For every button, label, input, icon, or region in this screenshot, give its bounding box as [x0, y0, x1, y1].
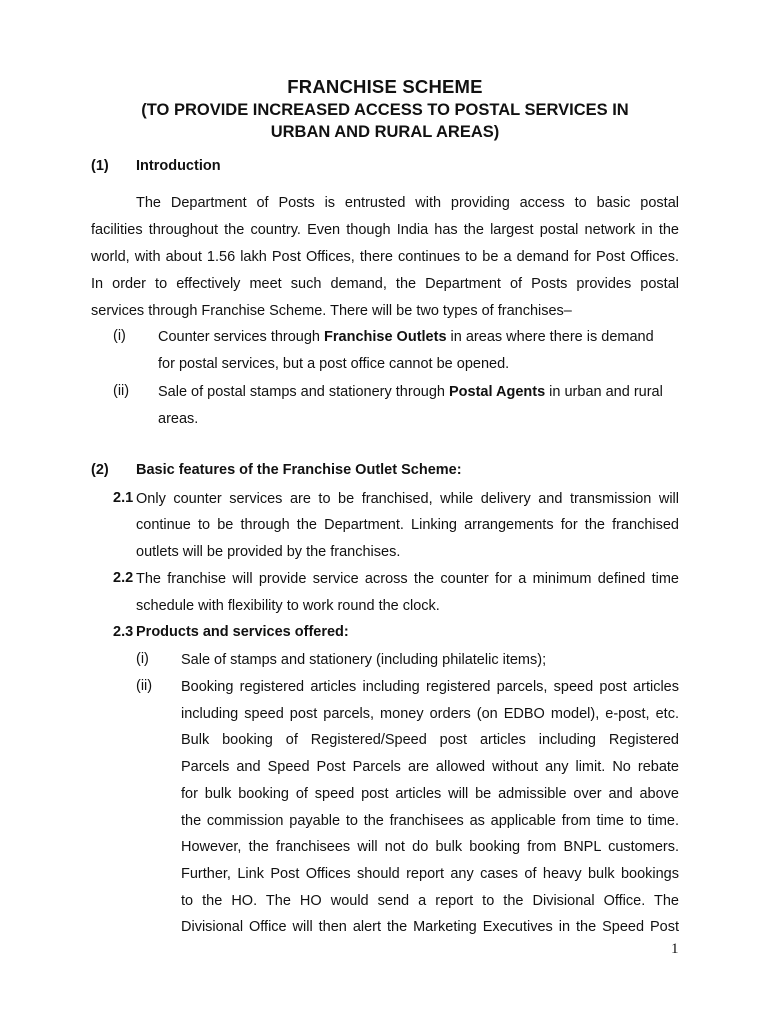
list-item-text-line: However, the franchisees will not do bulk booking from BNPL customers.: [181, 839, 679, 855]
bold-term: Franchise Outlets: [324, 329, 447, 345]
section-2-heading: Basic features of the Franchise Outlet Scheme:: [136, 462, 462, 478]
list-item-text-line: Divisional Office will then alert the Marketing Executives in the Speed Post: [181, 919, 679, 935]
list-item-postal-agents: [158, 383, 663, 401]
text-span: in urban and rural: [545, 384, 663, 400]
list-item-text-line: Booking registered articles including registered parcels, speed post articles: [181, 679, 679, 695]
subsection-text-line: continue to be through the Department. Linking arrangements for the franchised: [136, 517, 679, 533]
list-item-franchise-outlets: [158, 328, 654, 346]
intro-paragraph-line: facilities throughout the country. Even though India has the largest postal network in the: [91, 222, 679, 238]
subsection-number: 2.3: [113, 624, 134, 640]
document-title: FRANCHISE SCHEME: [287, 76, 483, 97]
list-item-text-line: including speed post parcels, money orders (on EDBO model), e-post, etc.: [181, 706, 679, 722]
list-marker: (ii): [136, 678, 153, 694]
page-number: 1: [671, 941, 679, 957]
document-subtitle: [120, 99, 650, 143]
bold-term: Postal Agents: [448, 384, 546, 400]
text-span: Sale of postal stamps and stationery through: [158, 384, 449, 400]
intro-paragraph-line: world, with about 1.56 lakh Post Offices, there continues to be a demand for Post Offices.: [91, 249, 679, 265]
list-item-text-line: Further, Link Post Offices should report any cases of heavy bulk bookings: [181, 866, 679, 882]
list-item-text-line: the commission payable to the franchisees as applicable from time to time.: [181, 813, 679, 829]
list-marker: (ii): [113, 383, 130, 399]
list-item-text-line: for bulk booking of speed post articles will be admissible over and above: [181, 786, 679, 802]
text-span: in areas where there is demand: [446, 329, 654, 345]
list-item-text: Sale of stamps and stationery (including philatelic items);: [181, 652, 547, 668]
intro-paragraph-line: The Department of Posts is entrusted with providing access to basic postal: [136, 195, 679, 211]
text-span: Counter services through: [158, 329, 325, 345]
list-item-continuation: for postal services, but a post office cannot be opened.: [158, 356, 510, 372]
intro-paragraph-line: services through Franchise Scheme. There will be two types of franchises–: [91, 303, 572, 319]
subsection-text-line: schedule with flexibility to work round the clock.: [136, 598, 440, 614]
section-1-number: (1): [91, 158, 109, 174]
list-marker: (i): [136, 651, 149, 667]
subtitle-line-1: (TO PROVIDE INCREASED ACCESS TO POSTAL SERVICES IN: [141, 101, 629, 119]
section-1-heading: Introduction: [136, 158, 221, 174]
list-item-continuation: areas.: [158, 411, 199, 427]
section-2-number: (2): [91, 462, 109, 478]
subsection-text-line: Only counter services are to be franchised, while delivery and transmission will: [136, 491, 679, 507]
subsection-number: 2.1: [113, 490, 134, 506]
subsection-text-line: outlets will be provided by the franchises.: [136, 544, 401, 560]
list-item-text-line: to the HO. The HO would send a report to the Divisional Office. The: [181, 893, 679, 909]
list-marker: (i): [113, 328, 126, 344]
subtitle-line-2: URBAN AND RURAL AREAS): [270, 123, 500, 141]
subsection-number: 2.2: [113, 570, 134, 586]
list-item-text-line: Bulk booking of Registered/Speed post articles including Registered: [181, 732, 679, 748]
list-item-text-line: Parcels and Speed Post Parcels are allowed without any limit. No rebate: [181, 759, 679, 775]
subsection-text-line: The franchise will provide service across the counter for a minimum defined time: [136, 571, 679, 587]
subsection-heading: Products and services offered:: [136, 624, 349, 640]
intro-paragraph-line: In order to effectively meet such demand, the Department of Posts provides postal: [91, 276, 679, 292]
